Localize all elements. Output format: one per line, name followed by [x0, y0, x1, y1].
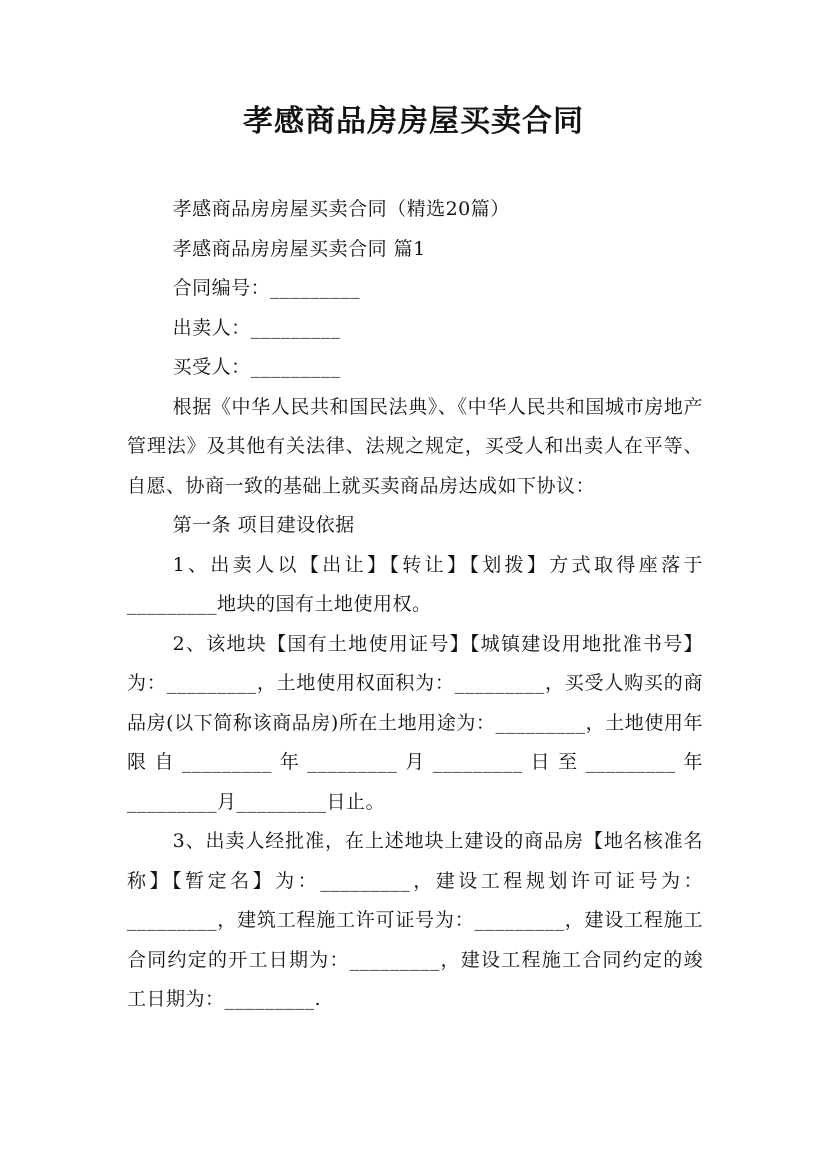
paragraph-contract-number: 合同编号：_________ [172, 277, 361, 299]
paragraph-clause-1: 1、出卖人以【出让】【转让】【划拨】方式取得座落于_________地块的国有土地使用权。 [127, 553, 703, 615]
paragraph-clause-3: 3、出卖人经批准，在上述地块上建设的商品房【地名核准名称】【暂定名】为：_________，建设工程规划许可证号为：_________，建筑工程施工许可证号为：_________，建设工程施工合同约定的开工日期为：_________，建设工程施工合同约定的竣工日期为：_________. [127, 830, 703, 1010]
paragraph-seller: 出卖人：_________ [172, 316, 341, 339]
paragraph-article-heading: 第一条 项目建设依据 [172, 514, 355, 536]
document-title: 孝感商品房房屋买卖合同 [243, 104, 584, 139]
paragraph-preamble: 根据《中华人民共和国民法典》、《中华人民共和国城市房地产管理法》及其他有关法律、法规之规定，买受人和出卖人在平等、自愿、协商一致的基础上就买卖商品房达成如下协议： [127, 395, 703, 497]
paragraph-subtitle: 孝感商品房房屋买卖合同（精选20篇） [172, 198, 510, 220]
paragraph-section-heading: 孝感商品房房屋买卖合同 篇1 [172, 237, 426, 260]
document-body [127, 190, 703, 1020]
paragraph-buyer: 买受人：_________ [172, 356, 341, 378]
paragraph-clause-2: 2、该地块【国有土地使用证号】【城镇建设用地批准书号】为：_________，土地使用权面积为：_________，买受人购买的商品房(以下简称该商品房)所在土地用途为：_________，土地使用年限自_________年_________月_________日至_________年_________月_________日止。 [127, 632, 703, 813]
